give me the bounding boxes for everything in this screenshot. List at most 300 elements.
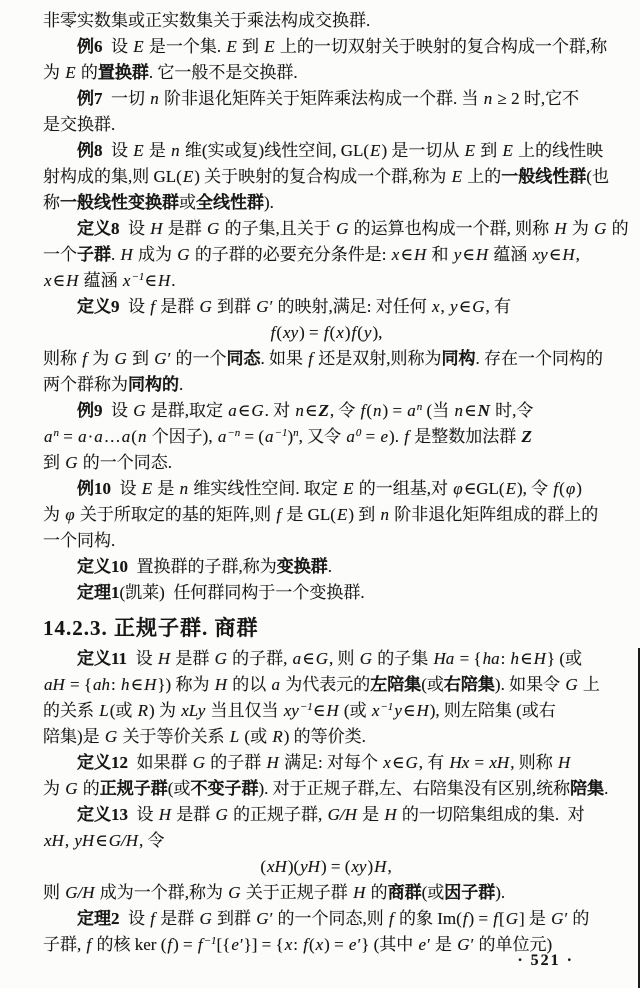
text-segment: 为 <box>43 63 65 82</box>
text-segment: ( <box>357 323 363 342</box>
text-segment: 上的一切双射关于映射的复合构成一个群,称 <box>275 37 608 56</box>
text-line <box>43 372 609 398</box>
text-segment: a <box>407 401 416 420</box>
text-line <box>43 424 609 450</box>
text-line <box>43 698 609 724</box>
text-segment: aH <box>44 675 65 694</box>
text-segment: 同构 <box>441 349 476 368</box>
text-segment: 设 <box>119 219 150 238</box>
text-segment: ( <box>329 323 336 342</box>
text-segment: , <box>575 245 580 264</box>
text-segment: 14.2.3. 正规子群. 商群 <box>43 616 259 640</box>
text-segment: 或 <box>179 193 196 212</box>
text-segment: = ( <box>240 427 265 446</box>
text-segment: n <box>171 141 180 160</box>
text-segment: 左陪集 <box>370 675 422 694</box>
text-segment: a <box>265 427 274 446</box>
text-segment: , 有 <box>418 753 449 772</box>
text-segment: 个因子), <box>147 427 217 446</box>
text-segment: 是 <box>430 935 457 954</box>
text-segment: L <box>99 701 109 720</box>
text-segment: G/H <box>327 805 357 824</box>
text-segment: H <box>562 245 575 264</box>
text-segment: n <box>137 427 147 446</box>
text-segment: xy <box>283 323 299 342</box>
text-segment: 的象 Im( <box>394 909 462 928</box>
text-segment: x <box>383 753 391 772</box>
text-line <box>43 268 609 294</box>
text-segment: G <box>104 727 118 746</box>
text-segment: , 则 <box>329 649 359 668</box>
text-segment: 为 <box>87 349 114 368</box>
text-segment: (或 <box>339 701 371 720</box>
text-segment: . <box>171 271 176 290</box>
text-segment: G <box>65 779 78 798</box>
text-segment: . 它一般不是交换群. <box>148 63 298 82</box>
text-segment: 为代表元的 <box>281 675 371 694</box>
text-segment: (或 <box>421 675 444 694</box>
text-segment: : <box>111 675 121 694</box>
text-segment: 定义13 <box>77 805 128 824</box>
page-number: · 521 · <box>517 952 574 969</box>
text-segment: 蕴涵 <box>489 245 532 264</box>
text-segment: 满足: 对每个 <box>279 753 383 772</box>
text-segment: N <box>477 401 490 420</box>
text-segment: ∈ <box>237 401 251 420</box>
text-segment: 蕴涵 <box>79 271 122 290</box>
text-segment: 同构的 <box>128 375 179 394</box>
text-segment: 置换群 <box>97 63 149 82</box>
text-segment: 的一个同态,则 <box>273 909 389 928</box>
text-segment: 是 <box>153 479 179 498</box>
text-segment: x <box>315 935 324 954</box>
text-segment: ). <box>264 193 274 212</box>
text-segment: E <box>264 37 275 56</box>
text-segment: 射构成的集,则 GL( <box>43 167 182 186</box>
text-segment: yH <box>300 857 320 876</box>
text-line <box>43 776 609 802</box>
text-segment: 的核 ker ( <box>92 935 167 954</box>
text-line <box>43 112 609 138</box>
text-segment: x <box>371 701 380 720</box>
text-segment: h <box>510 649 520 668</box>
text-segment: E <box>343 479 354 498</box>
text-segment: 设 <box>119 909 150 928</box>
text-segment: ∈ <box>520 649 533 668</box>
text-segment: 上 <box>578 675 600 694</box>
text-segment: G′ <box>551 909 568 928</box>
text-line <box>43 216 629 242</box>
text-segment: 设 <box>111 479 141 498</box>
text-segment: ∈ <box>130 675 144 694</box>
text-segment: H <box>157 649 171 668</box>
text-line <box>43 138 609 164</box>
text-segment: 的子群, <box>227 649 292 668</box>
text-segment: 的 <box>607 219 629 238</box>
text-segment: H <box>353 883 366 902</box>
text-segment: 陪集 <box>570 779 605 798</box>
text-segment: 的 <box>568 909 590 928</box>
text-segment: }) 称为 <box>157 675 214 694</box>
text-segment: H <box>66 271 79 290</box>
text-segment: 维(实或复)线性空间, GL( <box>180 141 370 160</box>
text-segment: −1 <box>203 935 217 947</box>
text-segment: f <box>404 427 409 446</box>
text-segment: ( <box>260 857 266 876</box>
text-segment: 的 <box>76 63 98 82</box>
text-segment: a <box>217 427 227 446</box>
text-segment: n <box>293 427 299 439</box>
text-segment: } (或 <box>546 649 582 668</box>
text-segment: ) = <box>299 323 323 342</box>
text-segment: 设 <box>128 805 158 824</box>
text-segment: f <box>150 297 155 316</box>
text-segment: ∈ <box>304 401 318 420</box>
text-segment: f <box>351 323 357 342</box>
text-segment: , 又令 <box>298 427 346 446</box>
text-segment: E <box>133 141 144 160</box>
text-segment: a <box>94 427 103 446</box>
text-segment: 的以 <box>228 675 271 694</box>
text-segment: [ <box>499 909 505 928</box>
text-segment: 是群 <box>172 805 215 824</box>
text-segment: 例6 <box>77 37 103 56</box>
text-segment: x <box>391 245 400 264</box>
text-segment: 上的 <box>463 167 502 186</box>
text-segment: 是 <box>144 141 171 160</box>
text-line <box>43 242 609 268</box>
text-segment: ) <box>344 323 351 342</box>
text-segment: xH <box>266 857 287 876</box>
text-segment: ( <box>366 401 373 420</box>
text-segment: 是群 <box>171 649 214 668</box>
text-segment: 子群 <box>77 245 111 264</box>
text-segment: E <box>370 141 381 160</box>
text-segment: ∈ <box>458 297 472 316</box>
text-segment: 定义11 <box>77 649 128 668</box>
text-segment: ≥ 2 时,它不 <box>493 89 580 108</box>
text-line <box>43 880 609 906</box>
text-segment: G′ <box>457 935 474 954</box>
text-segment: G <box>405 753 418 772</box>
text-segment: 为 <box>567 219 594 238</box>
text-segment: ) = <box>468 909 493 928</box>
text-segment: G <box>133 401 146 420</box>
text-line <box>43 724 609 750</box>
text-segment: 右陪集 <box>443 675 495 694</box>
text-segment: 定义9 <box>77 297 120 316</box>
text-line <box>43 86 609 112</box>
text-segment: 则 <box>43 883 65 902</box>
text-segment: H <box>533 649 546 668</box>
text-segment: E <box>182 167 194 186</box>
text-segment: xLy <box>181 701 206 720</box>
text-segment: a <box>292 649 302 668</box>
text-segment: H <box>158 805 172 824</box>
text-segment: R <box>272 727 283 746</box>
text-segment: 时,令 <box>490 401 534 420</box>
text-segment: E <box>141 479 153 498</box>
text-segment: G <box>207 219 220 238</box>
text-line <box>43 60 609 86</box>
text-segment: 不变子群 <box>190 779 259 798</box>
text-segment: 一切 <box>102 89 150 108</box>
text-segment: 设 <box>119 297 150 316</box>
text-segment: R <box>137 701 149 720</box>
text-segment: 是整数加法群 <box>409 427 521 446</box>
text-segment: 是群,取定 <box>146 401 228 420</box>
text-segment: n <box>295 401 304 420</box>
text-segment: 和 <box>427 245 453 264</box>
text-segment: E <box>65 63 76 82</box>
text-segment: ) <box>576 479 582 498</box>
text-segment: 还是双射,则称为 <box>314 349 442 368</box>
text-segment: H <box>554 219 567 238</box>
text-segment: = { <box>455 649 482 668</box>
text-segment: φ <box>565 479 576 498</box>
text-segment: H <box>120 245 133 264</box>
text-segment: −1 <box>131 271 145 283</box>
text-segment: ∈ <box>302 649 315 668</box>
text-segment: 是 <box>357 805 384 824</box>
text-segment: a <box>271 675 280 694</box>
text-segment: [{ <box>216 935 231 954</box>
text-segment: ] 是 <box>518 909 551 928</box>
text-segment: e′ <box>231 935 243 954</box>
text-segment: G <box>65 453 78 472</box>
text-line <box>43 34 609 60</box>
text-segment: , <box>387 857 392 876</box>
text-segment: . 如果 <box>260 349 308 368</box>
text-segment: … <box>103 427 121 446</box>
text-segment: 的映射,满足: 对任何 <box>273 297 431 316</box>
text-segment: 的子集 <box>373 649 433 668</box>
text-segment: , <box>440 297 450 316</box>
text-segment: 的 <box>78 779 100 798</box>
text-segment: e <box>380 427 389 446</box>
text-segment: . <box>327 557 332 576</box>
text-segment: ∈ <box>144 271 157 290</box>
text-segment: 到群 <box>212 909 256 928</box>
text-segment: 关于等价关系 <box>118 727 229 746</box>
text-segment: = <box>361 427 380 446</box>
text-segment: ). 如果令 <box>494 675 565 694</box>
text-segment: ∈ <box>462 245 475 264</box>
text-segment: 例7 <box>77 89 103 108</box>
text-segment: G′ <box>154 349 171 368</box>
text-segment: a <box>121 427 131 446</box>
text-segment: H <box>214 675 227 694</box>
text-segment: Z <box>521 427 532 446</box>
text-segment: (凯莱) 任何群同构于一个变换群. <box>119 583 365 602</box>
text-segment: xH <box>489 753 510 772</box>
text-segment: H <box>384 805 397 824</box>
text-segment: −1 <box>380 701 394 713</box>
text-segment: G <box>177 245 190 264</box>
text-segment: f <box>389 909 394 928</box>
text-segment: f <box>276 505 282 524</box>
text-segment: , 令 <box>139 831 165 850</box>
text-segment: n <box>373 401 382 420</box>
text-segment: e′ <box>348 935 361 954</box>
text-segment: , 令 <box>329 401 360 420</box>
text-segment: H <box>557 753 571 772</box>
text-segment: G′ <box>256 297 273 316</box>
text-line <box>43 554 609 580</box>
text-segment: 上的线性映 <box>513 141 604 160</box>
text-line <box>43 398 609 424</box>
text-segment: 称 <box>43 193 60 212</box>
text-segment: 例9 <box>77 401 103 420</box>
text-segment: Hx <box>449 753 470 772</box>
text-segment: xy <box>351 857 367 876</box>
text-segment: 关于所取定的基的矩阵,则 <box>75 505 276 524</box>
text-segment: ) = <box>173 935 197 954</box>
text-segment: ) 为 <box>149 701 181 720</box>
text-segment: −n <box>227 427 241 439</box>
text-line <box>43 8 609 34</box>
text-segment: ), <box>372 323 383 342</box>
text-segment: −1 <box>299 701 313 713</box>
text-segment: H <box>158 271 171 290</box>
text-segment: }] = { <box>243 935 284 954</box>
text-segment: 是群 <box>163 219 207 238</box>
text-line <box>43 450 609 476</box>
text-segment: 的一切陪集组成的集. 对 <box>397 805 585 824</box>
text-segment: = <box>59 427 78 446</box>
text-line <box>43 906 609 932</box>
text-segment: 关于正规子群 <box>241 883 353 902</box>
text-segment: G <box>359 649 373 668</box>
text-segment: E <box>464 141 475 160</box>
text-segment: . <box>111 245 120 264</box>
text-segment: ) 的等价类. <box>283 727 366 746</box>
text-segment: : <box>293 935 303 954</box>
text-segment: = { <box>65 675 93 694</box>
text-segment: f <box>82 349 87 368</box>
text-segment: 的子群的必要充分条件是: <box>190 245 391 264</box>
text-segment: ha <box>482 649 500 668</box>
text-segment: G <box>192 753 206 772</box>
text-segment: 全线性群 <box>196 193 264 212</box>
text-segment: 当且仅当 <box>206 701 283 720</box>
text-segment: 到 <box>476 141 502 160</box>
text-segment: 的运算也构成一个群, 则称 <box>349 219 554 238</box>
text-segment: ). <box>495 883 506 902</box>
text-segment: x <box>432 297 440 316</box>
text-segment: G/H <box>108 831 139 850</box>
text-segment: 是一个集. <box>144 37 226 56</box>
text-line <box>43 320 609 346</box>
text-segment: ( <box>559 479 565 498</box>
text-segment: ( <box>131 427 137 446</box>
text-line <box>43 294 609 320</box>
text-segment: 到群 <box>212 297 256 316</box>
text-segment: 定义12 <box>77 753 128 772</box>
text-segment: 非零实数集或正实数集关于乘法构成交换群. <box>43 11 371 30</box>
text-segment: G <box>214 649 227 668</box>
text-segment: 到 <box>127 349 154 368</box>
text-segment: 设 <box>102 37 133 56</box>
text-segment: xy <box>532 245 548 264</box>
text-segment: n <box>483 89 493 108</box>
text-segment: 子群, <box>43 935 86 954</box>
text-segment: G <box>472 297 485 316</box>
text-segment: 例10 <box>77 479 111 498</box>
text-segment: H <box>150 219 163 238</box>
text-segment: (或 <box>109 701 137 720</box>
text-line <box>43 802 609 828</box>
text-segment: 为 <box>43 505 65 524</box>
text-segment: ) <box>287 427 294 446</box>
text-segment: 陪集)是 <box>43 727 104 746</box>
text-line <box>43 828 609 854</box>
text-segment: −1 <box>274 427 288 439</box>
text-segment: n <box>53 427 59 439</box>
text-segment: G <box>565 675 578 694</box>
text-segment: f <box>197 935 203 954</box>
text-segment: 维实线性空间. 取定 <box>189 479 343 498</box>
text-segment: ) = <box>324 935 348 954</box>
text-segment: ∈ <box>402 701 416 720</box>
text-segment: 的子集,且关于 <box>220 219 336 238</box>
text-segment: f <box>308 349 313 368</box>
text-segment: ), 则左陪集 (或右 <box>429 701 556 720</box>
text-segment: ( <box>276 323 283 342</box>
text-segment: 成为一个群,称为 <box>95 883 228 902</box>
text-segment: ∈ <box>95 831 108 850</box>
text-segment: ∈ <box>463 401 477 420</box>
text-segment: 一个同构. <box>43 531 116 550</box>
text-segment: ∈ <box>312 701 326 720</box>
text-segment: H <box>144 675 157 694</box>
text-segment: (或 <box>421 883 445 902</box>
text-segment: 的一组基,对 <box>354 479 453 498</box>
text-segment: h <box>121 675 130 694</box>
text-line <box>43 528 609 554</box>
text-segment: f <box>323 323 329 342</box>
text-segment: G <box>315 649 328 668</box>
text-segment: n <box>380 505 390 524</box>
text-segment: L <box>229 727 240 746</box>
text-segment: . <box>604 779 609 798</box>
text-line <box>43 164 609 190</box>
text-segment: f <box>360 401 366 420</box>
text-line <box>43 580 609 606</box>
text-segment: f <box>167 935 173 954</box>
text-segment: , 则称 <box>510 753 557 772</box>
text-segment: 一般线性群 <box>501 167 587 186</box>
text-segment: H <box>326 701 339 720</box>
text-segment: 设 <box>102 401 133 420</box>
text-segment: 0 <box>355 427 362 439</box>
text-segment: 的单位元) <box>474 935 553 954</box>
text-segment: 是交换群. <box>43 115 116 134</box>
text-segment: f <box>86 935 92 954</box>
text-segment: (或 <box>167 779 191 798</box>
text-segment: G <box>199 297 212 316</box>
text-segment: 同态 <box>226 349 261 368</box>
text-segment: E <box>502 141 513 160</box>
text-segment: ). 对于正规子群,左、右陪集没有区别,统称 <box>258 779 571 798</box>
text-segment: H <box>374 857 387 876</box>
text-segment: . 对 <box>264 401 295 420</box>
text-segment: xH <box>44 831 64 850</box>
text-segment: ). <box>389 427 404 446</box>
text-segment: n <box>416 401 423 413</box>
text-segment: f <box>303 935 308 954</box>
text-segment: f <box>270 323 276 342</box>
